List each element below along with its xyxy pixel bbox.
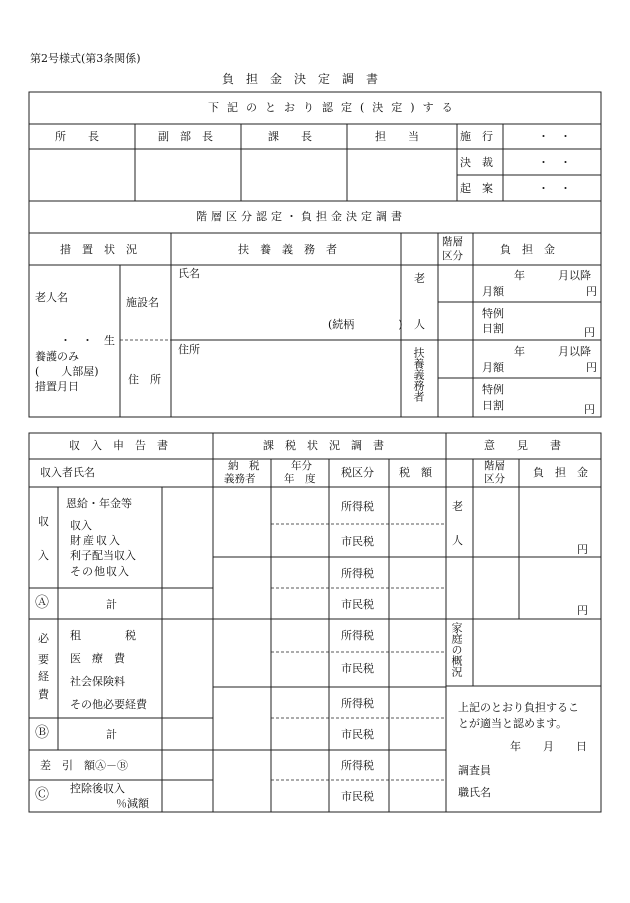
- tax-type-8: 市民税: [341, 728, 374, 741]
- elder-v-1: 老: [414, 272, 425, 285]
- inspector-name-label: 職氏名: [458, 786, 491, 799]
- sum-a-mark: Ⓐ: [35, 595, 49, 611]
- exp-v-4: 費: [38, 688, 49, 701]
- tax-type-7: 所得税: [341, 697, 374, 710]
- tax-type-6: 市民税: [341, 662, 374, 675]
- header-duty: 扶 養 義 務 者: [238, 243, 337, 256]
- exp-v-3: 経: [38, 670, 49, 683]
- tax-h-year-2: 年 度: [284, 473, 316, 485]
- approver-director: 所 長: [55, 130, 99, 143]
- op-yen-2: 円: [577, 604, 588, 617]
- date-approval-value: ・ ・: [538, 156, 571, 169]
- date-draft-label: 起 案: [460, 182, 493, 195]
- duty-address-label: 住所: [178, 343, 200, 356]
- birth-date: ・ ・ 生: [60, 334, 115, 347]
- approve-date: 年 月 日: [510, 740, 587, 753]
- income-property: 財産収入: [70, 534, 122, 547]
- op-elder-1: 老: [452, 500, 463, 513]
- header-opinion: 意 見 書: [484, 439, 561, 452]
- subtitle: 階層区分認定・負担金決定調書: [196, 210, 406, 223]
- income-earnings: 収入: [70, 519, 92, 532]
- tax-h-payer-1: 納 税: [228, 460, 260, 472]
- r2-daily: 日割: [482, 322, 504, 335]
- r4-special: 特例: [482, 383, 504, 396]
- op-yen-1: 円: [577, 543, 588, 556]
- deduct-percent: ％減額: [116, 797, 149, 810]
- tax-type-10: 市民税: [341, 790, 374, 803]
- exp-v-2: 要: [38, 653, 49, 666]
- income-other: その他収入: [70, 565, 130, 578]
- elder-name-label: 老人名: [35, 291, 68, 304]
- relation-label: (続柄 ): [328, 318, 403, 331]
- income-pension: 恩給・年金等: [66, 497, 132, 510]
- inspector-label: 調査員: [458, 764, 491, 777]
- income-v-1: 収: [38, 515, 49, 528]
- duty-name-label: 氏名: [178, 267, 200, 280]
- protection-only: 養護のみ: [35, 350, 79, 363]
- sum-b-label: 計: [106, 728, 117, 741]
- exp-medical: 医 療 費: [70, 652, 125, 665]
- deduct-income: 控除後収入: [70, 782, 125, 795]
- approver-staff: 担 当: [375, 130, 419, 143]
- r2-yen: 円: [584, 326, 595, 339]
- tax-type-9: 所得税: [341, 759, 374, 772]
- header-measure: 措 置 状 況: [60, 243, 137, 256]
- op-h-amount: 負 担 金: [533, 466, 588, 479]
- tax-type-4: 市民税: [341, 598, 374, 611]
- room-type: ( 人部屋): [35, 365, 99, 378]
- approver-chief: 課 長: [268, 130, 312, 143]
- date-approval-label: 決 裁: [460, 156, 493, 169]
- tax-h-amount: 税 額: [399, 466, 432, 479]
- date-execution-value: ・ ・: [538, 130, 571, 143]
- tax-type-5: 所得税: [341, 629, 374, 642]
- tax-h-type: 税区分: [341, 466, 374, 479]
- exp-tax: 租 税: [70, 629, 136, 642]
- approve-line-2: とが適当と認めます。: [458, 717, 568, 730]
- header-class-1: 階層: [442, 236, 463, 248]
- sum-b-mark: Ⓑ: [35, 725, 49, 741]
- header-class-2: 区分: [442, 250, 463, 262]
- income-v-2: 入: [38, 549, 49, 562]
- r3-monthly: 月額: [482, 361, 504, 374]
- tax-type-2: 市民税: [341, 535, 374, 548]
- form-number: 第2号様式(第3条関係): [30, 52, 141, 65]
- r1-month-from: 年 月以降: [514, 269, 591, 282]
- exp-other: その他必要経費: [70, 698, 147, 711]
- tax-h-year-1: 年分: [291, 460, 312, 472]
- r1-yen: 円: [586, 285, 597, 298]
- r4-yen: 円: [584, 403, 595, 416]
- date-draft-value: ・ ・: [538, 182, 571, 195]
- sum-a-label: 計: [106, 598, 117, 611]
- r4-daily: 日割: [482, 399, 504, 412]
- tax-h-payer-2: 義務者: [224, 473, 256, 485]
- family-situation: 家庭の概況: [450, 622, 463, 677]
- income-dividend: 利子配当収入: [70, 549, 136, 562]
- r1-monthly: 月額: [482, 285, 504, 298]
- exp-v-1: 必: [38, 632, 49, 645]
- exp-insurance: 社会保険料: [70, 675, 125, 688]
- measure-date-label: 措置月日: [35, 380, 79, 393]
- approver-deputy: 副 部 長: [158, 130, 213, 143]
- doc-title: 負 担 金 決 定 調 書: [222, 72, 379, 86]
- op-h-class-2: 区分: [484, 473, 505, 485]
- op-h-class-1: 階層: [484, 460, 505, 472]
- r3-month-from: 年 月以降: [514, 345, 591, 358]
- r3-yen: 円: [586, 361, 597, 374]
- header-amount: 負 担 金: [500, 243, 555, 256]
- duty-vertical: 扶養義務者: [412, 347, 425, 402]
- elder-v-2: 人: [414, 318, 425, 331]
- income-name-label: 収入者氏名: [40, 466, 95, 479]
- header-income: 収 入 申 告 書: [69, 439, 168, 452]
- approve-line-1: 上記のとおり負担するこ: [458, 701, 579, 714]
- address-label: 住 所: [128, 373, 161, 386]
- header-tax: 課 税 状 況 調 書: [263, 439, 384, 452]
- decision-heading: 下記のとおり認定(決定)する: [208, 101, 461, 114]
- tax-type-3: 所得税: [341, 567, 374, 580]
- tax-type-1: 所得税: [341, 500, 374, 513]
- date-execution-label: 施 行: [460, 130, 493, 143]
- facility-name-label: 施設名: [126, 296, 159, 309]
- diff-label: 差 引 額Ⓐ－Ⓑ: [40, 759, 128, 772]
- op-elder-2: 人: [452, 534, 463, 547]
- c-mark: Ⓒ: [35, 787, 49, 803]
- r2-special: 特例: [482, 307, 504, 320]
